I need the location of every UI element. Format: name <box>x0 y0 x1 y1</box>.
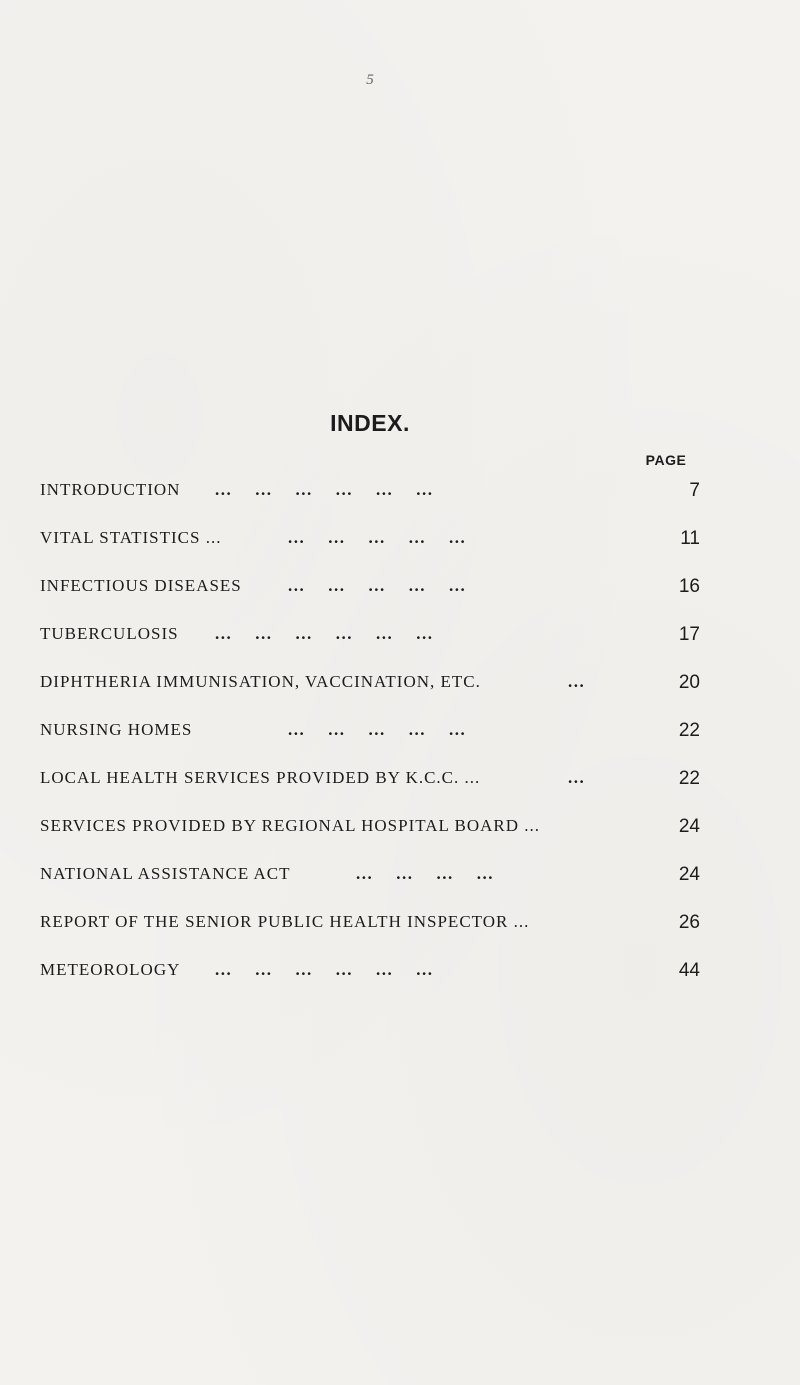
toc-entry-leader: ... ... ... ... <box>356 864 494 883</box>
toc-entry-page: 24 <box>678 864 700 885</box>
toc-entry-label: TUBERCULOSIS <box>40 624 179 643</box>
toc-entry-page: 20 <box>678 672 700 693</box>
toc-entry-leader: ... ... ... ... ... <box>288 576 467 595</box>
toc-entry-label: NATIONAL ASSISTANCE ACT <box>40 864 291 883</box>
toc-entry-regional-hospital-board <box>40 816 700 846</box>
toc-entry-page: 11 <box>680 528 700 549</box>
toc-entry-page: 22 <box>678 768 700 789</box>
toc-entry-vital-statistics <box>40 528 700 558</box>
toc-entry-diphtheria-immunisation <box>40 672 700 702</box>
toc-entry-label: LOCAL HEALTH SERVICES PROVIDED BY K.C.C. ... <box>40 768 481 787</box>
toc-entry-leader: ... <box>568 672 586 691</box>
toc-entry-label: SERVICES PROVIDED BY REGIONAL HOSPITAL BOARD ... <box>40 816 541 835</box>
page-column-header: PAGE <box>645 452 687 468</box>
toc-entry-leader: ... <box>568 768 586 787</box>
index-title: INDEX. <box>330 410 410 436</box>
toc-entry-leader: ... ... ... ... ... <box>288 720 467 739</box>
toc-entry-page: 7 <box>689 480 700 501</box>
toc-entry-page: 17 <box>678 624 700 645</box>
toc-entry-label: INFECTIOUS DISEASES <box>40 576 242 595</box>
toc-entry-label: INTRODUCTION <box>40 480 181 499</box>
toc-entry-leader: ... ... ... ... ... ... <box>215 624 434 643</box>
toc-entry-introduction <box>40 480 700 510</box>
toc-entry-page: 16 <box>678 576 700 597</box>
toc-entry-label: METEOROLOGY <box>40 960 181 979</box>
toc-entry-leader: ... ... ... ... ... ... <box>215 960 434 979</box>
toc-entry-label: VITAL STATISTICS ... <box>40 528 222 547</box>
toc-entry-label: DIPHTHERIA IMMUNISATION, VACCINATION, ETC. <box>40 672 481 691</box>
toc-entry-meteorology <box>40 960 700 990</box>
toc-entry-nursing-homes <box>40 720 700 750</box>
toc-entry-page: 44 <box>678 960 700 981</box>
toc-entry-label: REPORT OF THE SENIOR PUBLIC HEALTH INSPECTOR ... <box>40 912 530 931</box>
toc-entry-page: 24 <box>678 816 700 837</box>
toc-entry-page: 22 <box>678 720 700 741</box>
toc-entry-local-health-services <box>40 768 700 798</box>
toc-entry-national-assistance-act <box>40 864 700 894</box>
toc-entry-label: NURSING HOMES <box>40 720 193 739</box>
toc-entry-leader: ... ... ... ... ... <box>288 528 467 547</box>
toc-entry-tuberculosis <box>40 624 700 654</box>
page-number: 5 <box>366 72 374 88</box>
toc-entry-senior-public-health-inspector <box>40 912 700 942</box>
toc-entry-page: 26 <box>678 912 700 933</box>
toc-entry-leader: ... ... ... ... ... ... <box>215 480 434 499</box>
toc-entry-infectious-diseases <box>40 576 700 606</box>
